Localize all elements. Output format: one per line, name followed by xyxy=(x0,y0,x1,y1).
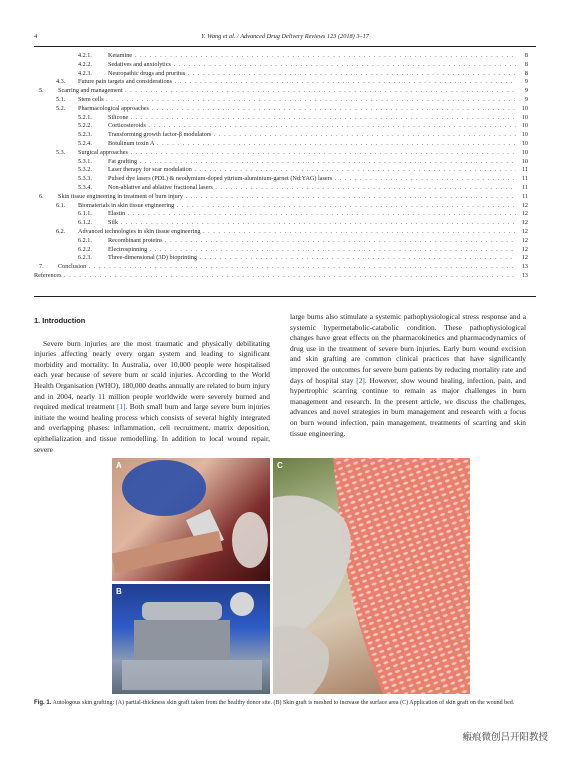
toc-entry-number: 5.2.4. xyxy=(78,139,92,147)
toc-entry-number: 6.2.3. xyxy=(78,254,92,262)
toc-entry-number: 5.3. xyxy=(56,148,66,156)
toc-entry-number: 6.2.2. xyxy=(78,245,92,253)
figure-panel-c-photo xyxy=(273,458,470,694)
toc-entry[interactable] xyxy=(34,140,528,149)
toc-entry-page: 12 xyxy=(521,210,528,218)
table-of-contents xyxy=(34,52,528,281)
toc-entry-title: Biomaterials in skin tissue engineering . . . xyxy=(78,202,516,211)
figure-1 xyxy=(112,458,470,694)
toc-entry-title: Laser therapy for scar modulation . . . xyxy=(108,166,516,175)
toc-entry-page: 12 xyxy=(521,236,528,244)
toc-entry-number: 5.3.2. xyxy=(78,166,92,174)
page-number: 4 xyxy=(34,33,38,40)
toc-entry[interactable] xyxy=(34,202,528,211)
toc-entry-number: 4.2.2. xyxy=(78,60,92,68)
toc-entry-title: Silicone . . . xyxy=(108,114,516,123)
toc-entry-page: 10 xyxy=(521,113,528,121)
toc-entry-number: 4.2.3. xyxy=(78,69,92,77)
toc-entry-page: 9 xyxy=(524,78,528,86)
dermatome-photo-shapes xyxy=(112,458,270,581)
toc-entry[interactable] xyxy=(34,184,528,193)
figure-panel-a-photo xyxy=(112,458,270,581)
toc-entry[interactable] xyxy=(34,114,528,123)
caption-text: Autologous skin grafting: (A) partial-thickness skin graft taken from the healthy donor site. (B) Skin graft is meshed to increase the surface area (C) Application of skin graft on the wound bed. xyxy=(51,700,515,706)
toc-entry-title: Corticosteroids . . . xyxy=(108,122,516,131)
toc-entry-page: 10 xyxy=(521,122,528,130)
toc-entry-number: 4.3. xyxy=(56,78,66,86)
toc-entry-number: 5.2.1. xyxy=(78,113,92,121)
toc-entry-page: 8 xyxy=(524,69,528,77)
toc-entry-number: 5.2.2. xyxy=(78,122,92,130)
toc-entry[interactable] xyxy=(34,52,528,61)
toc-entry-page: 9 xyxy=(524,87,528,95)
toc-entry-number: 5.2.3. xyxy=(78,131,92,139)
toc-entry-page: 12 xyxy=(521,245,528,253)
toc-entry-number: 7. xyxy=(39,263,44,271)
toc-entry-title: Scarring and management . . . xyxy=(58,87,516,96)
toc-entry-number: 5.2. xyxy=(56,104,66,112)
caption-label: Fig. 1. xyxy=(34,700,52,706)
toc-entry-page: 12 xyxy=(521,227,528,235)
panel-label: C xyxy=(277,461,283,470)
toc-entry-number: 6.2.1. xyxy=(78,236,92,244)
toc-entry[interactable] xyxy=(34,254,528,263)
toc-entry-page: 9 xyxy=(524,95,528,103)
toc-entry-title: Future pain targets and considerations . . . xyxy=(78,78,516,87)
toc-entry-page: 13 xyxy=(521,263,528,271)
panel-label: A xyxy=(116,461,122,470)
toc-entry-title: Silk . . . xyxy=(108,219,516,228)
toc-entry-page: 11 xyxy=(522,166,528,174)
running-header xyxy=(34,33,536,45)
toc-entry-title: Electrospinning . . . xyxy=(108,246,516,255)
toc-entry-title: Advanced technologies in skin tissue engineering . . . xyxy=(78,228,516,237)
toc-entry-title: Sedatives and anxiolytics . . . xyxy=(108,61,516,70)
mesher-photo-shapes xyxy=(112,584,270,694)
toc-entry-page: 8 xyxy=(524,60,528,68)
toc-entry-page: 10 xyxy=(521,131,528,139)
toc-entry-number: 6.1.2. xyxy=(78,219,92,227)
toc-entry-page: 11 xyxy=(522,175,528,183)
toc-entry-number: 4.2.1. xyxy=(78,52,92,59)
toc-entry-title: Stem cells . . . xyxy=(78,96,516,105)
mesh-graft-photo-shapes xyxy=(273,458,470,694)
toc-entry-title: Skin tissue engineering in treatment of burn injury . . . xyxy=(58,193,516,202)
running-head: Y. Wang et al. / Advanced Drug Delivery Reviews 123 (2018) 3–17 xyxy=(201,33,369,40)
toc-entry-number: 5.1. xyxy=(56,95,66,103)
toc-entry[interactable] xyxy=(34,70,528,79)
toc-entry-number: 6. xyxy=(39,192,44,200)
toc-entry-page: 10 xyxy=(521,104,528,112)
left-column xyxy=(34,316,270,455)
toc-entry-page: 10 xyxy=(521,157,528,165)
citation-link[interactable]: [2] xyxy=(356,375,365,385)
toc-entry-number: 6.1. xyxy=(56,201,66,209)
toc-entry[interactable] xyxy=(34,96,528,105)
intro-paragraph-right: large burns also stimulate a systemic pathophysiological stress response and a systemic hypermetabolic-catabolic condition. These pathophysiological changes have great effects on the pharmacokinetics and pharmacodynamics of drug use in the treatment of severe burn injuries. Early burn wound excision and skin grafting are common clinical practices that have significantly improved the outcomes for severe burn patients by reducing mortality rate and days of hospital stay [2]. However, slow wound healing, infection, pain, and hypertrophic scarring continue to remain as major challenges in burn management and research. In the present article, we discuss the challenges, advances and novel strategies in burn management and research with a focus on burn wound infection, pain management, treatments of scarring and skin tissue engineering. xyxy=(290,312,527,438)
toc-entry-page: 13 xyxy=(521,271,528,279)
toc-entry-title: References . . . xyxy=(34,272,516,281)
toc-entry-page: 11 xyxy=(522,183,528,191)
toc-entry-title: Botulinum toxin A . . . xyxy=(108,140,516,149)
toc-entry-title: Elastin . . . xyxy=(108,210,516,219)
toc-entry-page: 10 xyxy=(521,139,528,147)
toc-entry-page: 8 xyxy=(524,52,528,59)
toc-entry-title: Conclusion . . . xyxy=(58,263,516,272)
figure-panel-b-photo xyxy=(112,584,270,694)
toc-entry-title: Recombinant proteins . . . xyxy=(108,237,516,246)
toc-entry[interactable] xyxy=(34,175,528,184)
toc-entry[interactable] xyxy=(34,272,528,281)
panel-label: B xyxy=(116,587,122,596)
section-heading: 1. Introduction xyxy=(34,316,86,325)
toc-entry[interactable] xyxy=(34,210,528,219)
toc-entry[interactable] xyxy=(34,158,528,167)
toc-entry[interactable] xyxy=(34,131,528,140)
toc-entry-page: 12 xyxy=(521,254,528,262)
toc-entry[interactable] xyxy=(34,61,528,70)
toc-entry-page: 10 xyxy=(521,148,528,156)
toc-entry-number: 6.1.1. xyxy=(78,210,92,218)
right-column xyxy=(290,312,526,439)
header-rule xyxy=(34,46,536,47)
toc-entry-page: 11 xyxy=(522,192,528,200)
toc-entry-title: Surgical approaches . . . xyxy=(78,149,516,158)
watermark: 瘢痕微创吕开阳教授 xyxy=(462,732,548,743)
intro-paragraph-left: Severe burn injuries are the most traumatic and physically debilitating injuries affecting nearly every organ system and leading to significant morbidity and mortality. In Australia, over 10,000 people were hospitalised each year because of severe burn or scald injuries. According to the World Health Organisation (WHO), 180,000 deaths annually are related to burn injury and in 2004, nearly 11 million people worldwide were severely burned and required medical treatment [1]. Both small burn and large severe burn injuries initiate the wound healing process which consists of several highly integrated and overlapping phases: inflammation, cell recruitment, matrix deposition, epithelialization and tissue remodelling. In addition to local wound repair, severe xyxy=(34,338,270,454)
toc-rule xyxy=(34,296,536,297)
toc-entry[interactable] xyxy=(34,193,528,202)
toc-entry[interactable] xyxy=(34,263,528,272)
toc-entry[interactable] xyxy=(34,246,528,255)
toc-entry-title: Transforming growth factor-β modulators . . . xyxy=(108,131,516,140)
toc-entry[interactable] xyxy=(34,149,528,158)
toc-entry[interactable] xyxy=(34,87,528,96)
toc-entry-title: Ketamine . . . xyxy=(108,52,516,61)
figure-caption xyxy=(34,699,534,707)
toc-entry-title: Fat grafting . . . xyxy=(108,158,516,167)
citation-link[interactable]: [1] xyxy=(116,402,126,412)
toc-entry-number: 5.3.3. xyxy=(78,175,92,183)
toc-entry-title: Non-ablative and ablative fractional lasers . . . xyxy=(108,184,516,193)
toc-entry[interactable] xyxy=(34,228,528,237)
toc-entry[interactable] xyxy=(34,166,528,175)
toc-entry-page: 12 xyxy=(521,219,528,227)
toc-entry[interactable] xyxy=(34,105,528,114)
toc-entry[interactable] xyxy=(34,122,528,131)
toc-entry-title: Pharmacological approaches . . . xyxy=(78,105,516,114)
toc-entry-number: 5.3.4. xyxy=(78,183,92,191)
toc-entry-number: 5.3.1. xyxy=(78,157,92,165)
toc-entry-page: 12 xyxy=(521,201,528,209)
toc-entry-number: 5. xyxy=(39,87,44,95)
toc-entry-title: Pulsed dye lasers (PDL) & neodymium-doped yttrium-aluminium-garnet (Nd:YAG) lasers . . . xyxy=(108,175,516,184)
toc-entry-number: 6.2. xyxy=(56,227,66,235)
toc-entry-title: Three-dimensional (3D) bioprinting . . . xyxy=(108,254,516,263)
toc-entry[interactable] xyxy=(34,78,528,87)
toc-entry[interactable] xyxy=(34,219,528,228)
toc-entry[interactable] xyxy=(34,237,528,246)
toc-entry-title: Neuropathic drugs and pruritus . . . xyxy=(108,70,516,79)
